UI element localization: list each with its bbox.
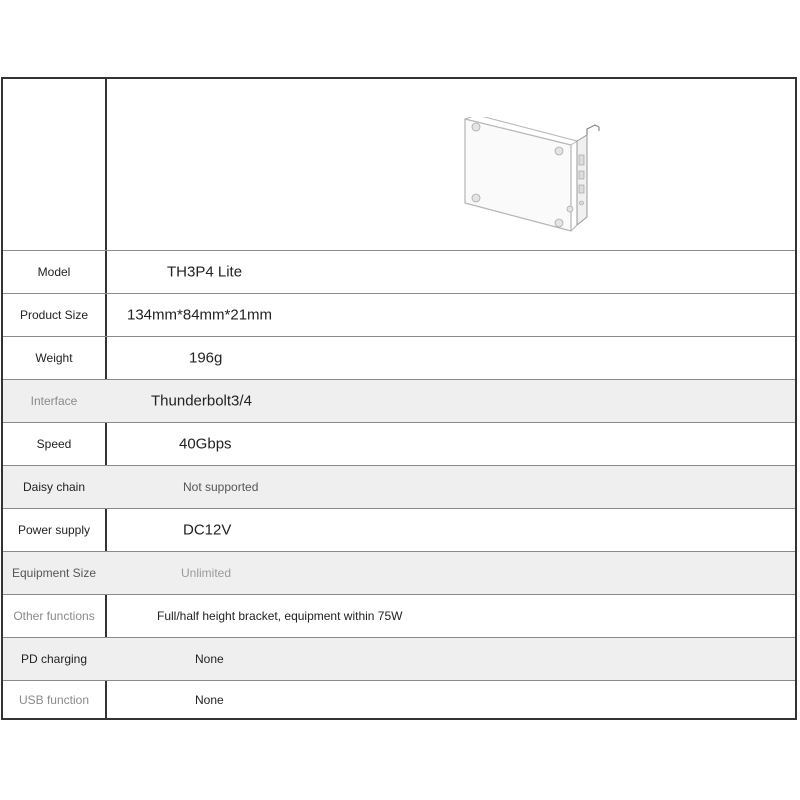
spec-value: 40Gbps: [179, 435, 232, 453]
spec-row-pd-charging: [3, 638, 795, 681]
spec-label: Equipment Size: [11, 566, 97, 580]
spec-label: Product Size: [19, 308, 89, 322]
image-row-value-cell: [107, 79, 795, 250]
spec-value: 134mm*84mm*21mm: [127, 306, 273, 324]
image-row-label-cell: [3, 79, 105, 250]
spec-value-cell: [107, 251, 795, 293]
spec-row-daisy-chain: [3, 466, 795, 509]
spec-label: Model: [37, 265, 71, 279]
spec-value: Unlimited: [181, 566, 232, 580]
spec-label: Power supply: [17, 523, 91, 537]
spec-row-speed: [3, 423, 795, 466]
spec-value-cell: [107, 423, 795, 465]
product-image: [459, 117, 619, 237]
spec-value-cell: [107, 466, 795, 508]
spec-row-power-supply: [3, 509, 795, 552]
spec-value: Full/half height bracket, equipment within 75W: [157, 609, 403, 623]
spec-label: Other functions: [13, 609, 95, 623]
spec-value: Thunderbolt3/4: [151, 392, 252, 410]
spec-value-cell: [107, 638, 795, 680]
spec-label: Daisy chain: [22, 480, 86, 494]
spec-value: TH3P4 Lite: [167, 263, 243, 281]
spec-value-cell: [107, 509, 795, 551]
product-image-row: [3, 79, 795, 251]
spec-row-interface: [3, 380, 795, 423]
spec-row-usb-function: [3, 681, 795, 718]
spec-value-cell: [107, 294, 795, 336]
spec-value-cell: [107, 681, 795, 718]
spec-value: 196g: [189, 349, 223, 367]
spec-row-product-size: [3, 294, 795, 337]
spec-value: DC12V: [183, 521, 232, 539]
spec-row-equipment-size: [3, 552, 795, 595]
spec-value-cell: [107, 380, 795, 422]
spec-value: None: [195, 692, 224, 707]
spec-label: USB function: [18, 692, 90, 707]
spec-row-other-functions: [3, 595, 795, 638]
spec-label: Weight: [35, 351, 73, 365]
spec-value-cell: [107, 337, 795, 379]
spec-value-cell: [107, 595, 795, 637]
spec-value-cell: [107, 552, 795, 594]
spec-value: None: [195, 652, 224, 666]
spec-value: Not supported: [183, 480, 259, 494]
spec-label: PD charging: [20, 652, 88, 666]
spec-table: [1, 77, 797, 720]
spec-label: Speed: [36, 437, 72, 451]
spec-label: Interface: [30, 394, 78, 408]
spec-row-model: [3, 251, 795, 294]
spec-row-weight: [3, 337, 795, 380]
